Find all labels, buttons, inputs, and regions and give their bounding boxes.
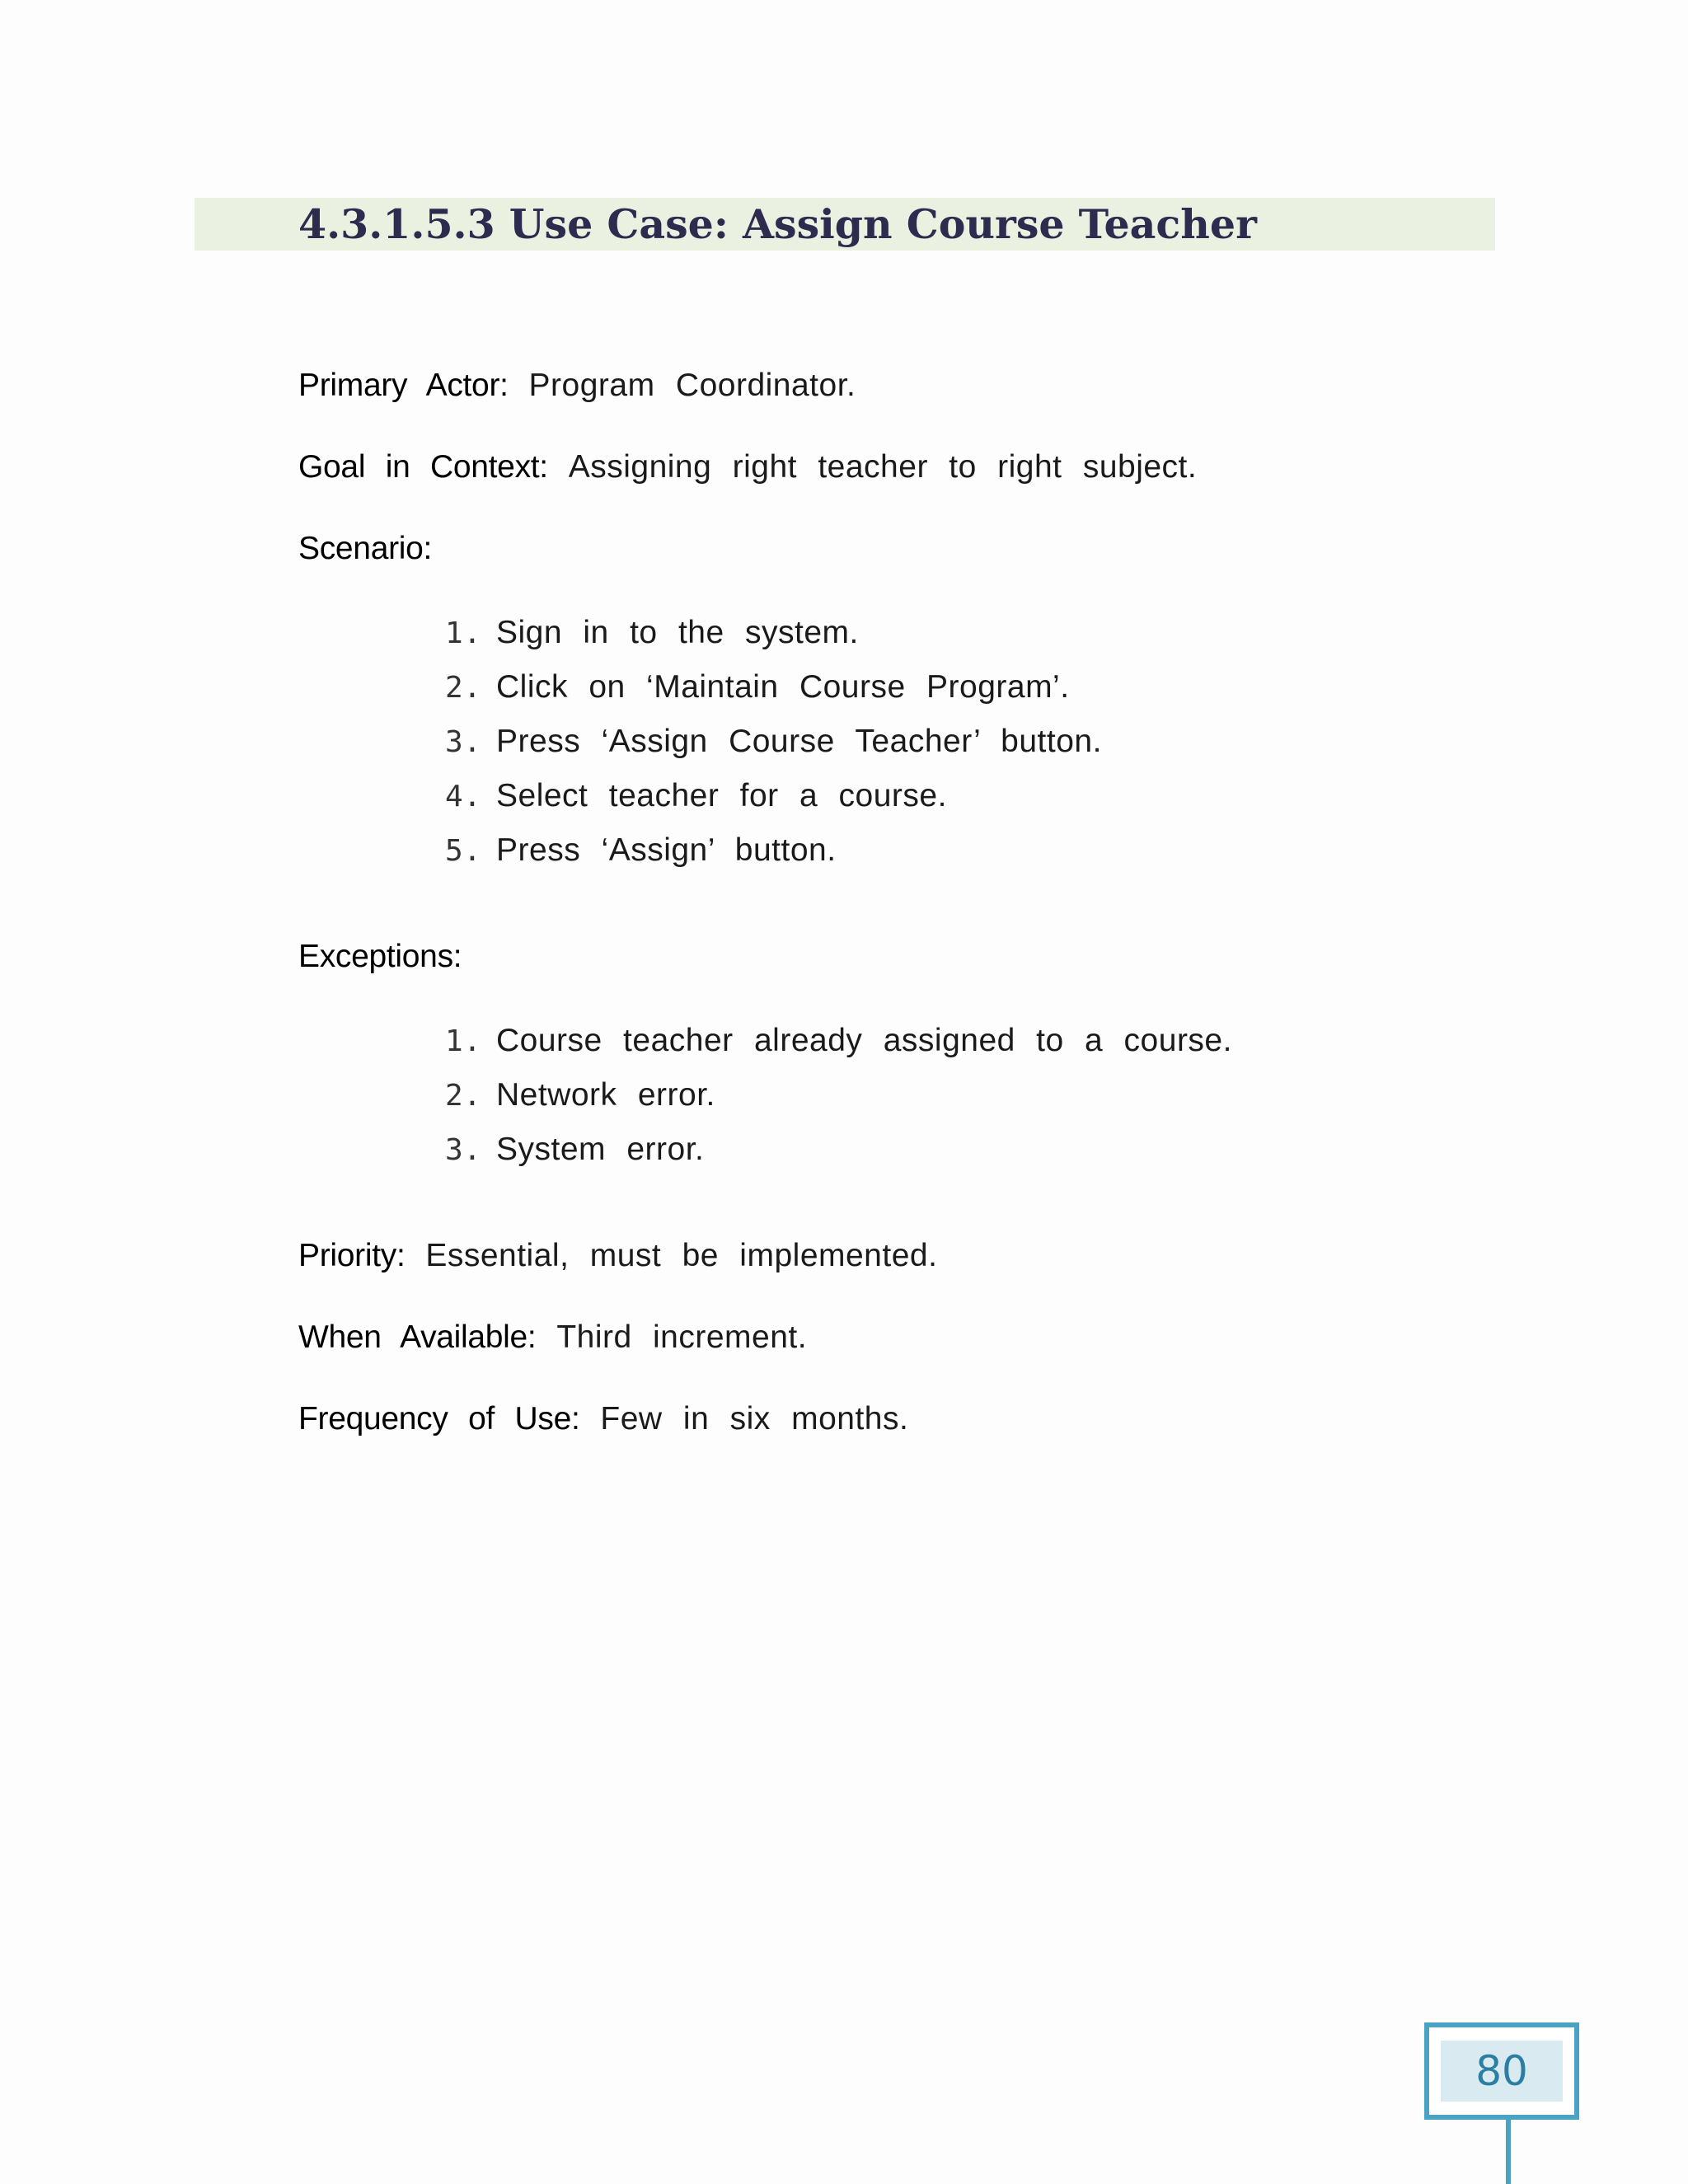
list-item bbox=[445, 769, 1102, 823]
list-item bbox=[445, 715, 1102, 769]
list-item bbox=[445, 1068, 1232, 1122]
list-item bbox=[445, 1122, 1232, 1177]
list-text: Press ‘Assign Course Teacher’ button. bbox=[496, 724, 1102, 759]
page-number: 80 bbox=[1441, 2041, 1563, 2102]
list-text: Course teacher already assigned to a course. bbox=[496, 1023, 1232, 1058]
priority-value: Essential, must be implemented. bbox=[425, 1238, 938, 1273]
list-item bbox=[445, 606, 1102, 660]
frequency-field bbox=[298, 1401, 908, 1437]
list-number: 2. bbox=[445, 671, 482, 705]
list-number: 4. bbox=[445, 780, 482, 813]
list-text: Network error. bbox=[496, 1077, 715, 1113]
list-number: 3. bbox=[445, 1133, 482, 1167]
frequency-value: Few in six months. bbox=[600, 1401, 909, 1436]
scenario-label: Scenario: bbox=[298, 531, 433, 566]
list-item bbox=[445, 660, 1102, 715]
primary-actor-field bbox=[298, 368, 856, 404]
list-number: 3. bbox=[445, 725, 482, 759]
list-text: Select teacher for a course. bbox=[496, 778, 947, 813]
list-number: 1. bbox=[445, 1024, 482, 1058]
goal-field bbox=[298, 449, 1197, 485]
list-item bbox=[445, 1014, 1232, 1068]
exceptions-list bbox=[445, 1014, 1232, 1177]
frequency-label: Frequency of Use: bbox=[298, 1401, 580, 1436]
list-text: Click on ‘Maintain Course Program’. bbox=[496, 669, 1070, 705]
priority-label: Priority: bbox=[298, 1238, 406, 1273]
primary-actor-label: Primary Actor: bbox=[298, 368, 509, 403]
scenario-list bbox=[445, 606, 1102, 878]
priority-field bbox=[298, 1238, 937, 1274]
section-heading: 4.3.1.5.3 Use Case: Assign Course Teacher bbox=[298, 200, 1257, 248]
when-available-value: Third increment. bbox=[556, 1319, 808, 1355]
list-text: Press ‘Assign’ button. bbox=[496, 832, 837, 868]
when-available-label: When Available: bbox=[298, 1319, 537, 1355]
list-item bbox=[445, 823, 1102, 878]
page-number-stem bbox=[1506, 2120, 1511, 2184]
exceptions-label: Exceptions: bbox=[298, 939, 462, 974]
list-text: Sign in to the system. bbox=[496, 615, 859, 650]
list-number: 5. bbox=[445, 834, 482, 868]
scenario-field bbox=[298, 531, 432, 567]
goal-value: Assigning right teacher to right subject. bbox=[568, 449, 1198, 485]
page-number-box bbox=[1424, 2022, 1579, 2120]
when-available-field bbox=[298, 1319, 807, 1356]
exceptions-field bbox=[298, 939, 462, 975]
goal-label: Goal in Context: bbox=[298, 449, 548, 485]
list-text: System error. bbox=[496, 1132, 705, 1167]
list-number: 2. bbox=[445, 1079, 482, 1113]
primary-actor-value: Program Coordinator. bbox=[528, 368, 856, 403]
list-number: 1. bbox=[445, 616, 482, 650]
